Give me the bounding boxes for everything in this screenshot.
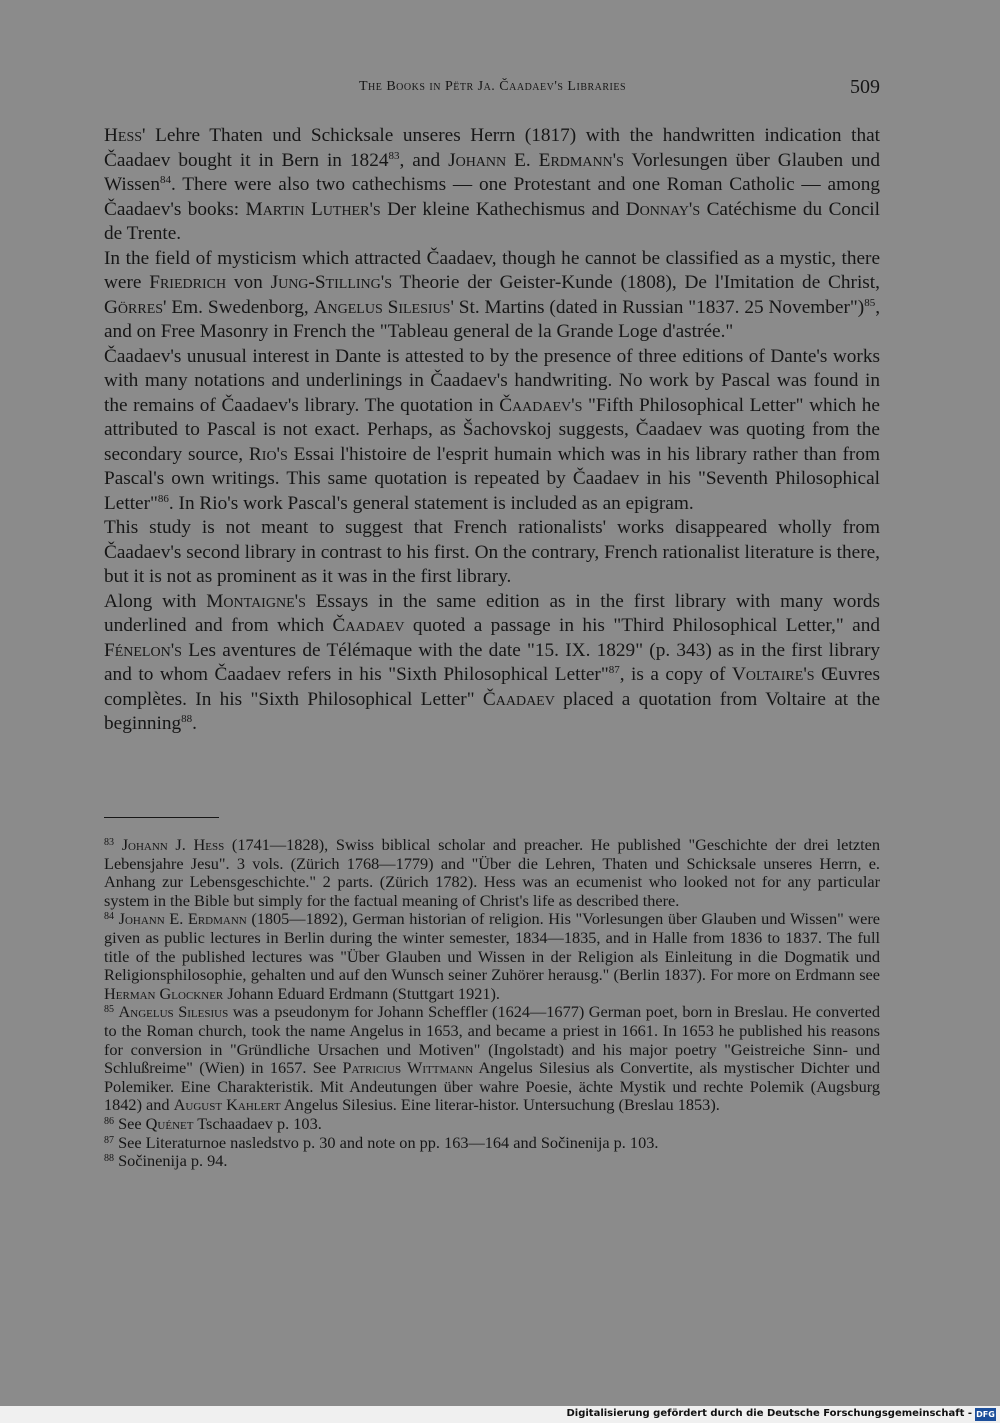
text-run: placed a quotation from Voltaire at the beginning xyxy=(104,688,880,734)
text-run: Theorie der Geister-Kunde (1808), De l'Imitation de Christ, xyxy=(392,272,880,293)
text-run: . xyxy=(192,713,197,734)
text-run: , is a copy of xyxy=(619,664,732,685)
text-run: quoted a passage in his "Third Philosophical Letter," and xyxy=(404,615,880,636)
text-run: This study is not meant to suggest that French rationalists' works disappeared wholly from Čaadaev's second library in contrast to his first. On the contrary, French rationalist literature is there, but it is not as prominent as it was in the first library. xyxy=(104,517,880,587)
small-caps-name: Čaadaev xyxy=(482,688,555,710)
text-run: Angelus Silesius. Eine literar-histor. Untersuchung (Breslau 1853). xyxy=(280,1095,720,1115)
small-caps-name: Johann J. Hess xyxy=(121,835,225,854)
footnote xyxy=(104,1003,880,1115)
paragraph xyxy=(104,345,880,517)
running-header xyxy=(105,76,880,102)
small-caps-name: August Kahlert xyxy=(173,1095,281,1115)
digitization-footer xyxy=(0,1406,1000,1423)
footnote-number: 88 xyxy=(104,1153,114,1165)
text-run: Em. Swedenborg, xyxy=(166,296,314,318)
footnote-ref: 86 xyxy=(157,492,169,505)
footnote-ref: 83 xyxy=(388,149,400,162)
small-caps-name: Johann E. Erdmann xyxy=(118,909,247,929)
footnote xyxy=(104,1152,880,1171)
small-caps-name: Rio's xyxy=(248,443,288,465)
small-caps-name: Voltaire's xyxy=(731,664,815,685)
text-run: Sočinenija p. 94. xyxy=(118,1151,228,1171)
footnote-number: 87 xyxy=(104,1134,114,1146)
small-caps-name: Fénelon's xyxy=(104,639,182,661)
footnote xyxy=(104,1134,880,1153)
text-run: was a pseudonym for Johann Scheffler (1624—1677) German poet, born in Breslau. He converted to the Roman church, took the name Angelus in 1653, and became a priest in 1661. In 1653 he published his reasons for conversion in "Gründliche Ursachen und Motiven" (Ingolstadt) and his major poetry "Geistreiche Sinn- und Schlußreime" (Wien) in 1657. See xyxy=(104,1002,880,1078)
text-run: Vorlesungen über Glauben und Wissen xyxy=(104,149,880,195)
footnote-ref: 87 xyxy=(608,664,620,676)
footnotes xyxy=(104,836,880,1171)
running-title: The Books in Pëtr Ja. Čaadaev's Libraries xyxy=(358,79,627,94)
text-run: Essays in the same edition as in the first library with many words underlined and from which xyxy=(104,590,881,636)
text-run: See xyxy=(118,1113,146,1133)
paragraph xyxy=(104,124,880,247)
text-run: Čaadaev's unusual interest in Dante is attested to by the presence of three editions of Dante's works with many notations and underlinings in Čaadaev's handwriting. No work by Pascal was found in the remains of Čaadaev's library. The quotation in xyxy=(104,345,880,416)
footnote-ref: 88 xyxy=(181,713,193,725)
text-run: Essai l'histoire de l'esprit humain which was in his library rather than from Pascal's own writings. This same quotation is repeated by Čaadaev in his "Seventh Philosophical Letter" xyxy=(104,443,880,514)
small-caps-name: Hess' xyxy=(104,125,146,146)
small-caps-name: Angelus Silesius' xyxy=(313,296,454,318)
footnote-separator xyxy=(104,817,219,818)
text-run: Œuvres complètes. In his "Sixth Philosophical Letter" xyxy=(104,664,880,710)
footnote-number: 86 xyxy=(104,1115,114,1127)
dfg-logo: DFG xyxy=(976,1410,995,1419)
text-run: Angelus Silesius als Convertite, als mystischer Dichter und Polemiker. Eine Charakteristik. Mit Andeutungen über wahre Poesie, ächte Mystik und rechte Polemik (Augsburg 1842) and xyxy=(104,1058,880,1115)
paragraph xyxy=(104,247,880,345)
small-caps-name: Donnay's xyxy=(625,198,701,220)
text-run: Les aventures de Télémaque with the date "15. IX. 1829" (p. 343) as in the first library and to whom Čaadaev refers in his "Sixth Philosophical Letter" xyxy=(104,639,880,685)
small-caps-name: Görres' xyxy=(104,296,167,318)
text-run: von xyxy=(226,272,271,293)
text-run: See Literaturnoe nasledstvo p. 30 and note on pp. 163—164 and Sočinenija p. 103. xyxy=(118,1132,659,1152)
footnote xyxy=(104,1115,880,1134)
paragraph xyxy=(104,516,880,590)
text-run: Tschaadaev p. 103. xyxy=(193,1113,322,1133)
small-caps-name: Friedrich xyxy=(149,272,227,293)
small-caps-name: Čaadaev xyxy=(332,615,405,636)
page-number: 509 xyxy=(850,76,880,98)
text-run: Der kleine Kathechismus and xyxy=(380,198,626,220)
text-run: (1805—1892), German historian of religion. His "Vorlesungen über Glauben und Wissen" were given as public lectures in Berlin during the winter semester, 1834—1835, and in Halle from 1836 to 1837. The full title of the published lectures was "Über Glauben und Wissen in der Religion als Einleitung in die Dogmatik und Religionsphilosophie, gehalten und auf den Wunsch seiner Zuhörer herausg." (Berlin 1837). For more on Erdmann see xyxy=(104,909,880,985)
small-caps-name: Patricius Wittmann xyxy=(342,1058,474,1078)
funding-notice: Digitalisierung gefördert durch die Deutsche Forschungsgemeinschaft - xyxy=(566,1408,972,1419)
text-run: Lehre Thaten und Schicksale unseres Herrn (1817) with the handwritten indication that Čaadaev bought it in Bern in 1824 xyxy=(104,125,880,171)
text-run: . There were also two cathechisms — one Protestant and one Roman Catholic — among Čaadaev's books: xyxy=(104,174,880,220)
small-caps-name: Montaigne's xyxy=(206,590,306,612)
small-caps-name: Quénet xyxy=(145,1113,194,1133)
small-caps-name: Martin Luther's xyxy=(245,198,381,220)
footnote xyxy=(104,836,880,910)
text-run: St. Martins (dated in Russian "1837. 25 November") xyxy=(453,296,865,318)
small-caps-name: Johann E. Erdmann's xyxy=(448,149,624,171)
paragraph xyxy=(104,590,880,737)
text-run: In the field of mysticism which attracted Čaadaev, though he cannot be classified as a mystic, there were xyxy=(104,247,880,293)
text-run: , and on Free Masonry in French the "Tableau general de la Grande Loge d'astrée." xyxy=(104,296,881,342)
footnote-number: 84 xyxy=(104,911,114,923)
footnote-number: 85 xyxy=(104,1004,114,1016)
text-run: . In Rio's work Pascal's general statement is included as an epigram. xyxy=(168,492,694,514)
text-run: Johann Eduard Erdmann (Stuttgart 1921). xyxy=(223,983,500,1003)
small-caps-name: Jung-Stilling's xyxy=(270,272,393,293)
main-text xyxy=(104,124,880,737)
text-run: , and xyxy=(399,149,449,171)
small-caps-name: Herman Glockner xyxy=(104,983,224,1003)
text-run: (1741—1828), Swiss biblical scholar and preacher. He published "Geschichte der drei letzten Lebensjahre Jesu". 3 vols. (Zürich 1768—1779) and "Über die Lehren, Thaten und Schicksale unseres Herrn, e. Anhang zur Lebensgeschichte." 2 parts. (Zürich 1782). Hess was an ecumenist who looked not for any particular system in the Bible but simply for the factual meaning of Christ's life as described there. xyxy=(104,835,880,910)
text-run: Catéchisme du Concil de Trente. xyxy=(104,198,880,244)
small-caps-name: Angelus Silesius xyxy=(118,1002,229,1022)
small-caps-name: Čaadaev's xyxy=(499,394,583,416)
footnote xyxy=(104,910,880,1003)
footnote-number: 83 xyxy=(104,837,114,848)
text-run: Along with xyxy=(104,590,207,612)
text-run: "Fifth Philosophical Letter" which he attributed to Pascal is not exact. Perhaps, as Šachovskoj suggests, Čaadaev was quoting from the secondary source, xyxy=(104,394,880,465)
footnote-ref: 84 xyxy=(160,174,171,186)
footnote-ref: 85 xyxy=(864,296,876,309)
